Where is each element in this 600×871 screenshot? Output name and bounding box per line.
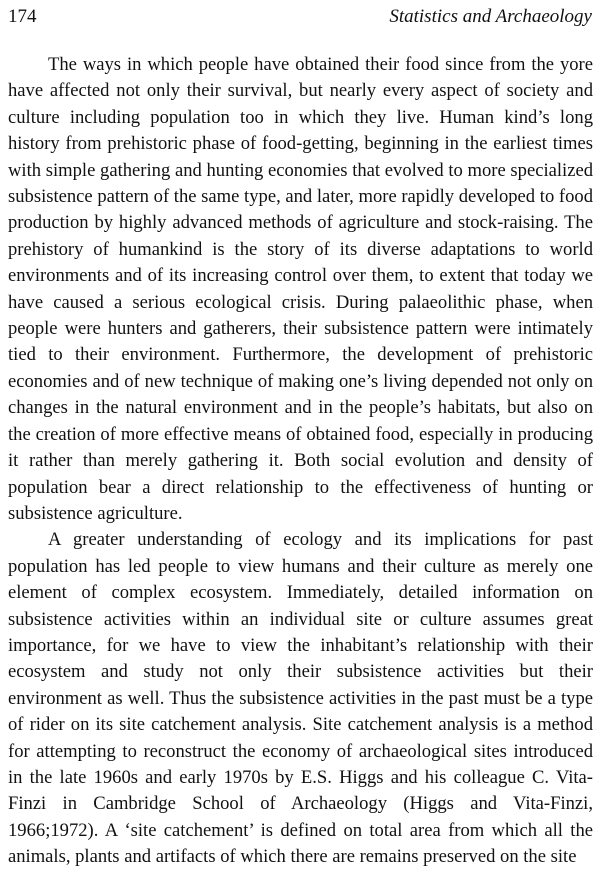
body-text <box>8 52 593 871</box>
running-title: Statistics and Archaeology <box>389 6 592 27</box>
paragraph-site-catchement: A greater understanding of ecology and its implications for past population has led people to view humans and their culture as merely one element of complex ecosystem. Immediately, detailed information on subsistence activities within an individual site or culture assumes great importance, for we have to view the inhabitant’s relationship with their ecosystem and study not only their subsistence activities but their environment as well. Thus the subsistence activities in the past must be a type of rider on its site catchement analysis. Site catchement analysis is a method for attempting to reconstruct the economy of archaeological sites introduced in the late 1960s and early 1970s by E.S. Higgs and his colleague C. Vita-Finzi in Cambridge School of Archaeology (Higgs and Vita-Finzi, 1966;1972). A ‘site catchement’ is defined on total area from which all the animals, plants and artifacts of which there are remains preserved on the site <box>8 529 593 868</box>
page-number: 174 <box>8 6 37 27</box>
running-header <box>8 4 592 30</box>
paragraph-food-getting: The ways in which people have obtained their food since from the yore have affected not only their survival, but nearly every aspect of society and culture including population too in which they live. Human kind’s long history from prehistoric phase of food-getting, beginning in the earliest times with simple gathering and hunting economies that evolved to more specialized subsistence pattern of the same type, and later, more rapidly developed to food production by highly advanced methods of agriculture and stock-raising. The prehistory of humankind is the story of its diverse adaptations to world environments and of its increasing control over them, to extent that today we have caused a serious ecological crisis. During palaeolithic phase, when people were hunters and gatherers, their subsistence pattern were intimately tied to their environment. Furthermore, the development of prehistoric economies and of new technique of making one’s living depended not only on changes in the natural environment and in the people’s habitats, but also on the creation of more effective means of obtained food, especially in producing it rather than merely gathering it. Both social evolution and density of population bear a direct relationship to the effectiveness of hunting or subsistence agriculture. <box>8 54 593 524</box>
